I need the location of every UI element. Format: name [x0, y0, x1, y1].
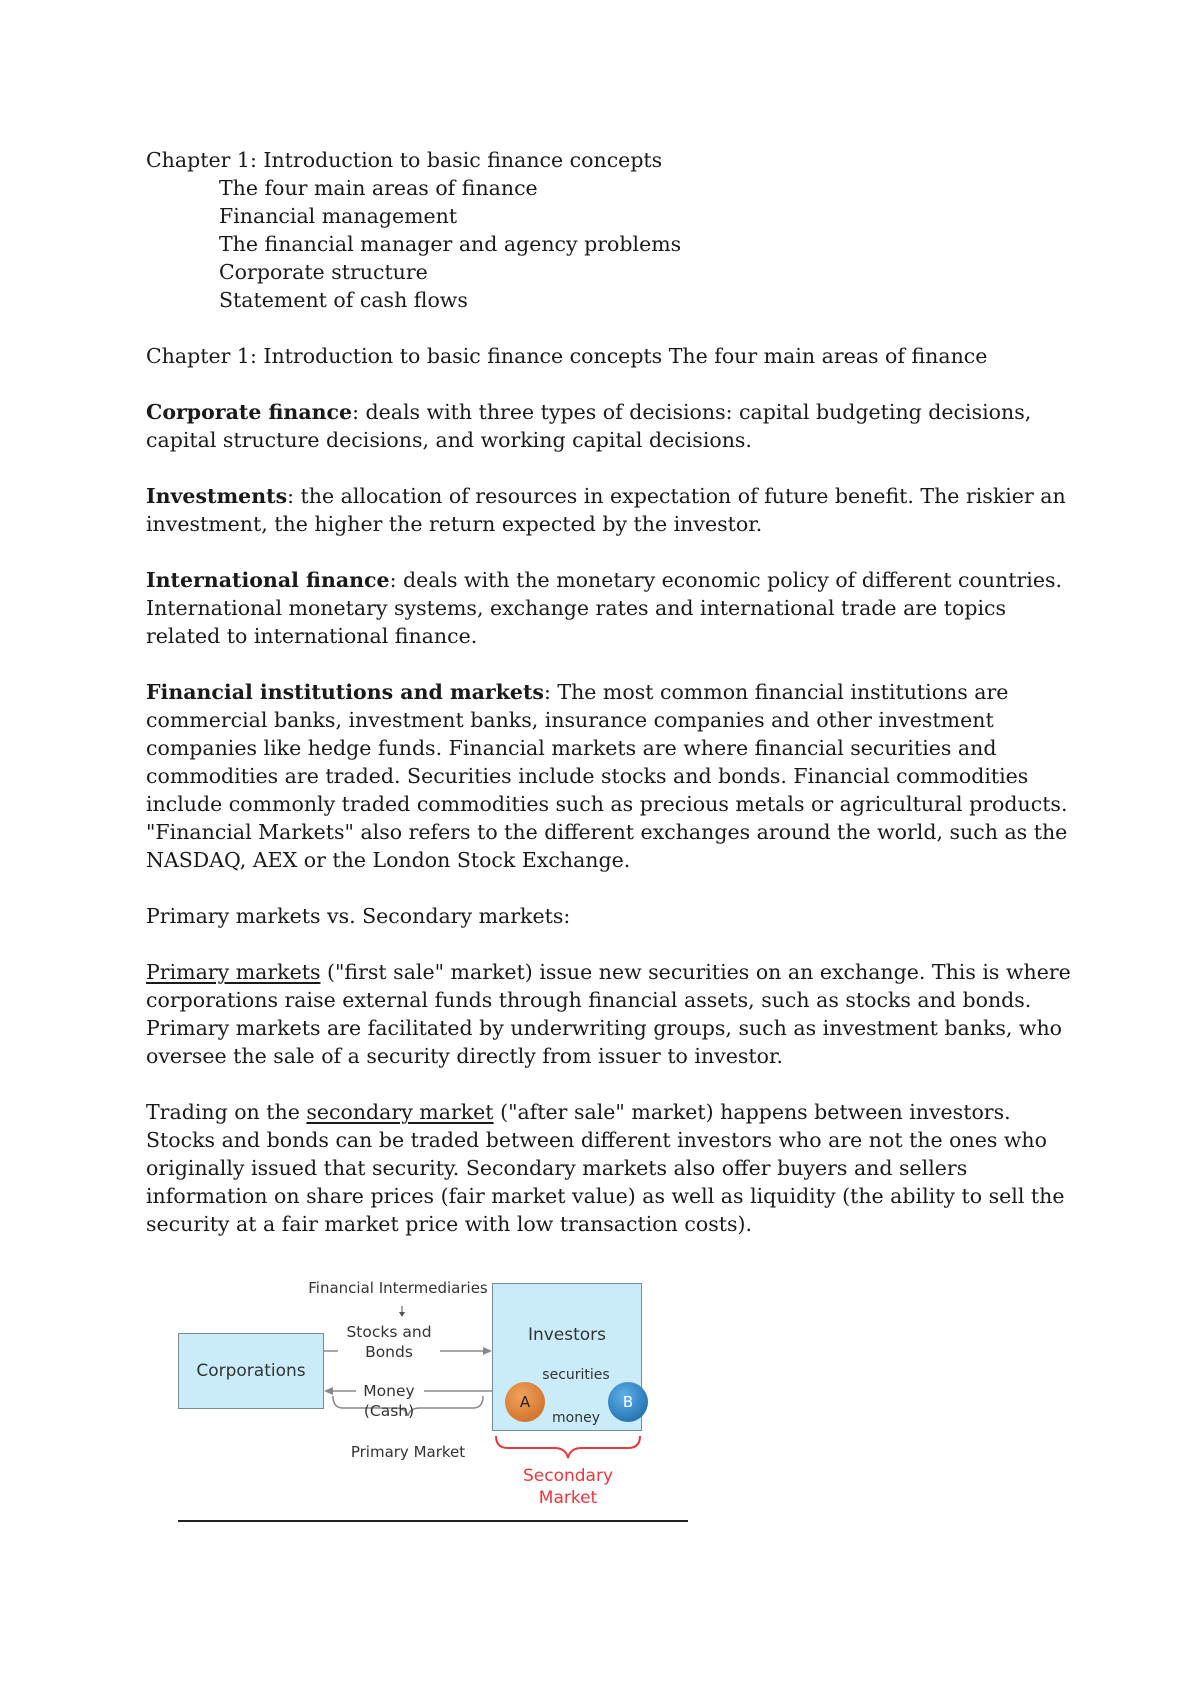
international-finance-paragraph — [146, 566, 1076, 650]
section-heading: Chapter 1: Introduction to basic finance concepts The four main areas of finance — [146, 344, 988, 368]
definition: ("first sale" market) issue new securities on an exchange. This is where corporations raise external funds through financial assets, such as stocks and bonds. Primary markets are facilitated by underwriting groups, such as investment banks, who oversee the sale of a security directly from issuer to investor. — [146, 960, 1071, 1068]
corporate-finance-paragraph — [146, 398, 1076, 454]
secondary-market-brace — [496, 1436, 640, 1458]
definition: : deals with three types of decisions: capital budgeting decisions, capital structure decisions, and working capital decisions. — [146, 400, 1032, 452]
primary-markets-paragraph — [146, 958, 1076, 1070]
toc-item: The financial manager and agency problems — [219, 232, 682, 256]
toc-item: The four main areas of finance — [219, 176, 538, 200]
investor-b-label: B — [622, 1393, 634, 1411]
toc-heading: Chapter 1: Introduction to basic finance concepts — [146, 148, 663, 172]
diagram-underline — [178, 1520, 688, 1522]
definition: : The most common financial institutions are commercial banks, investment banks, insurance companies and other investment companies like hedge funds. Financial markets are where financial securities and commodities are traded. Securities include stocks and bonds. Financial commodities include commonly traded commodities such as precious metals or agricultural products. "Financial Markets" also refers to the different exchanges around the world, such as the NASDAQ, AEX or the London Stock Exchange. — [146, 680, 1068, 872]
market-diagram — [178, 1268, 688, 1518]
definition: : the allocation of resources in expectation of future benefit. The riskier an investment, the higher the return expected by the investor. — [146, 484, 1066, 536]
markets-heading: Primary markets vs. Secondary markets: — [146, 904, 571, 928]
secondary-market-paragraph: Trading on the secondary market ("after sale" market) happens between investors. Stocks and bonds can be traded between different investors who are not the ones who originally issued that security. Secondary markets also offer buyers and sellers information on share prices (fair market value) as well as liquidity (the ability to sell the security at a fair market price with low transaction costs). — [146, 1100, 1065, 1236]
securities-label: securities — [542, 1367, 610, 1383]
term: Corporate finance — [146, 400, 353, 424]
document-page — [146, 146, 1076, 1238]
investments-paragraph — [146, 482, 1076, 538]
money-cash-label: (Cash) — [363, 1402, 415, 1420]
term: secondary market — [306, 1100, 494, 1124]
money-cash-label: Money — [363, 1382, 415, 1400]
stocks-bonds-label: Stocks and — [346, 1323, 432, 1341]
primary-market-label: Primary Market — [350, 1443, 466, 1461]
term: International finance — [146, 568, 390, 592]
toc-item: Corporate structure — [219, 260, 428, 284]
definition: ("after sale" market) happens between investors. Stocks and bonds can be traded between different investors who are not the ones who originally issued that security. Secondary markets also offer buyers and sellers information on share prices (fair market value) as well as liquidity (the ability to sell the security at a fair market price with low transaction costs). — [146, 1100, 1065, 1236]
investors-label: Investors — [527, 1325, 607, 1345]
corporations-label: Corporations — [196, 1361, 306, 1381]
secondary-market-label: Market — [538, 1488, 598, 1508]
toc-item: Statement of cash flows — [219, 288, 468, 312]
term: Investments — [146, 484, 288, 508]
financial-institutions-paragraph — [146, 678, 1076, 874]
stocks-bonds-label: Bonds — [365, 1343, 413, 1361]
term: Primary markets — [146, 960, 321, 984]
toc-item: Financial management — [219, 204, 458, 228]
definition: : deals with the monetary economic policy of different countries. International monetary systems, exchange rates and international trade are topics related to international finance. — [146, 568, 1063, 648]
term: Financial institutions and markets — [146, 680, 544, 704]
secondary-market-label: Secondary — [522, 1466, 614, 1486]
financial-intermediaries-label: Financial Intermediaries — [308, 1279, 488, 1297]
investor-a-label: A — [519, 1393, 531, 1411]
money-label: money — [552, 1410, 600, 1426]
